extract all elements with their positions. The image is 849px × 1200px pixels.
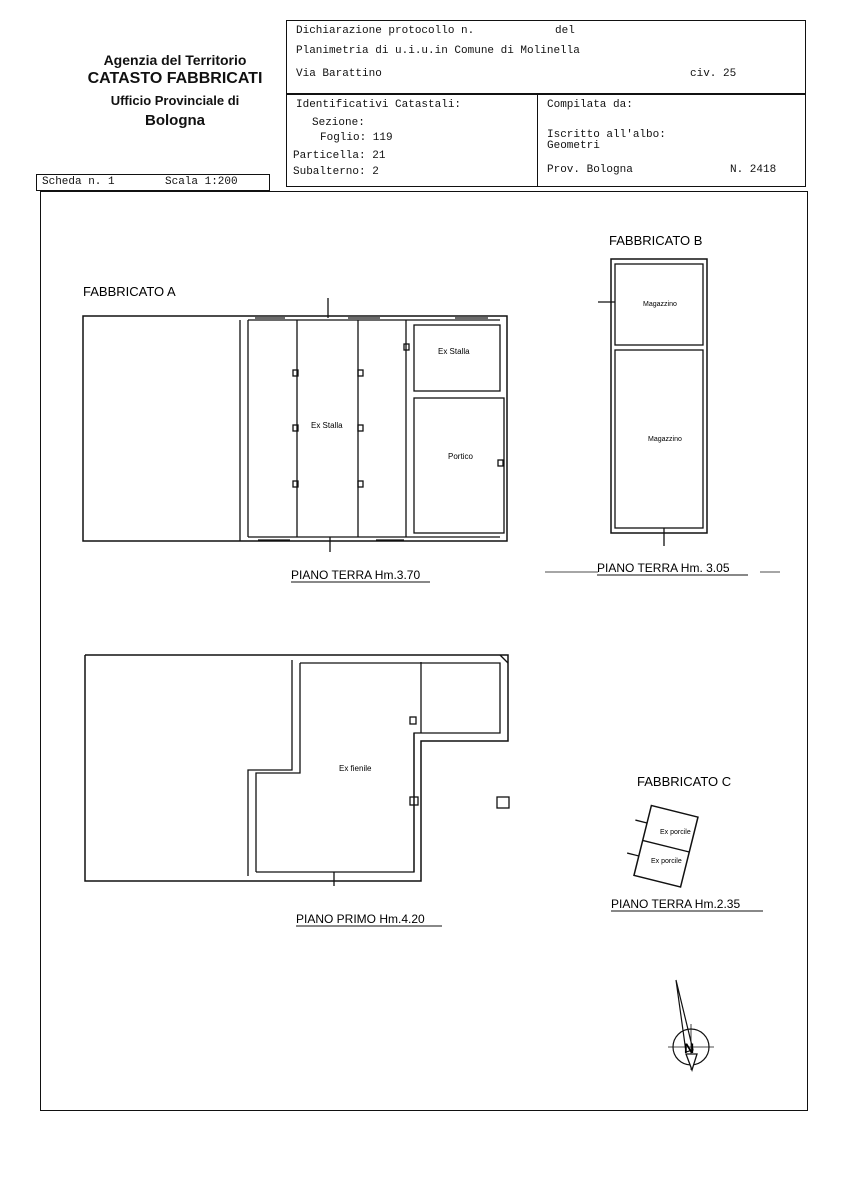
- sezione-label: Sezione:: [312, 117, 365, 129]
- dichiarazione-label: Dichiarazione protocollo n.: [296, 25, 475, 37]
- north-letter: N: [684, 1040, 695, 1056]
- agency-province: Bologna: [145, 112, 205, 129]
- address-civ: civ. 25: [690, 68, 737, 80]
- room-ex-fienile: Ex fienile: [339, 764, 372, 773]
- caption-c-ground-floor: PIANO TERRA Hm.2.35: [611, 897, 741, 911]
- del-label: del: [555, 25, 575, 37]
- building-a-ground-floor: [82, 298, 507, 552]
- scale-value: Scala 1:200: [165, 176, 238, 188]
- particella-value: Particella: 21: [293, 150, 386, 162]
- room-magazzino-lower: Magazzino: [648, 436, 682, 443]
- room-ex-porcile-upper: Ex porcile: [660, 829, 691, 836]
- building-b-label: FABBRICATO B: [609, 233, 703, 248]
- room-ex-porcile-lower: Ex porcile: [651, 858, 682, 865]
- caption-a-ground-floor: PIANO TERRA Hm.3.70: [291, 568, 421, 582]
- room-ex-stalla-main: Ex Stalla: [311, 421, 343, 430]
- address-via: Via Barattino: [296, 68, 382, 80]
- iscritto-label: Iscritto all'albo:: [547, 129, 666, 141]
- agency-name: Agenzia del Territorio: [103, 52, 247, 68]
- room-magazzino-upper: Magazzino: [643, 301, 677, 308]
- caption-a-first-floor: PIANO PRIMO Hm.4.20: [296, 912, 425, 926]
- agency-office: Ufficio Provinciale di: [110, 93, 240, 108]
- building-a-label: FABBRICATO A: [83, 284, 176, 299]
- room-ex-stalla-small: Ex Stalla: [438, 347, 470, 356]
- room-portico: Portico: [448, 452, 473, 461]
- caption-b-ground-floor: PIANO TERRA Hm. 3.05: [597, 561, 730, 575]
- building-c-ground-floor: [622, 803, 698, 887]
- registration-number: N. 2418: [730, 164, 777, 176]
- building-c-label: FABBRICATO C: [637, 774, 732, 789]
- scheda-number: Scheda n. 1: [42, 176, 115, 188]
- province-value: Prov. Bologna: [547, 164, 633, 176]
- north-arrow-icon: [668, 980, 714, 1070]
- identificativi-label: Identificativi Catastali:: [296, 99, 462, 111]
- agency-department: CATASTO FABBRICATI: [87, 70, 263, 87]
- foglio-value: Foglio: 119: [320, 132, 393, 144]
- albo-value: Geometri: [547, 140, 600, 152]
- subalterno-value: Subalterno: 2: [293, 166, 379, 178]
- building-a-first-floor: [85, 655, 509, 886]
- compilata-label: Compilata da:: [547, 99, 633, 111]
- planimetria-text: Planimetria di u.i.u.in Comune di Molinella: [296, 45, 580, 57]
